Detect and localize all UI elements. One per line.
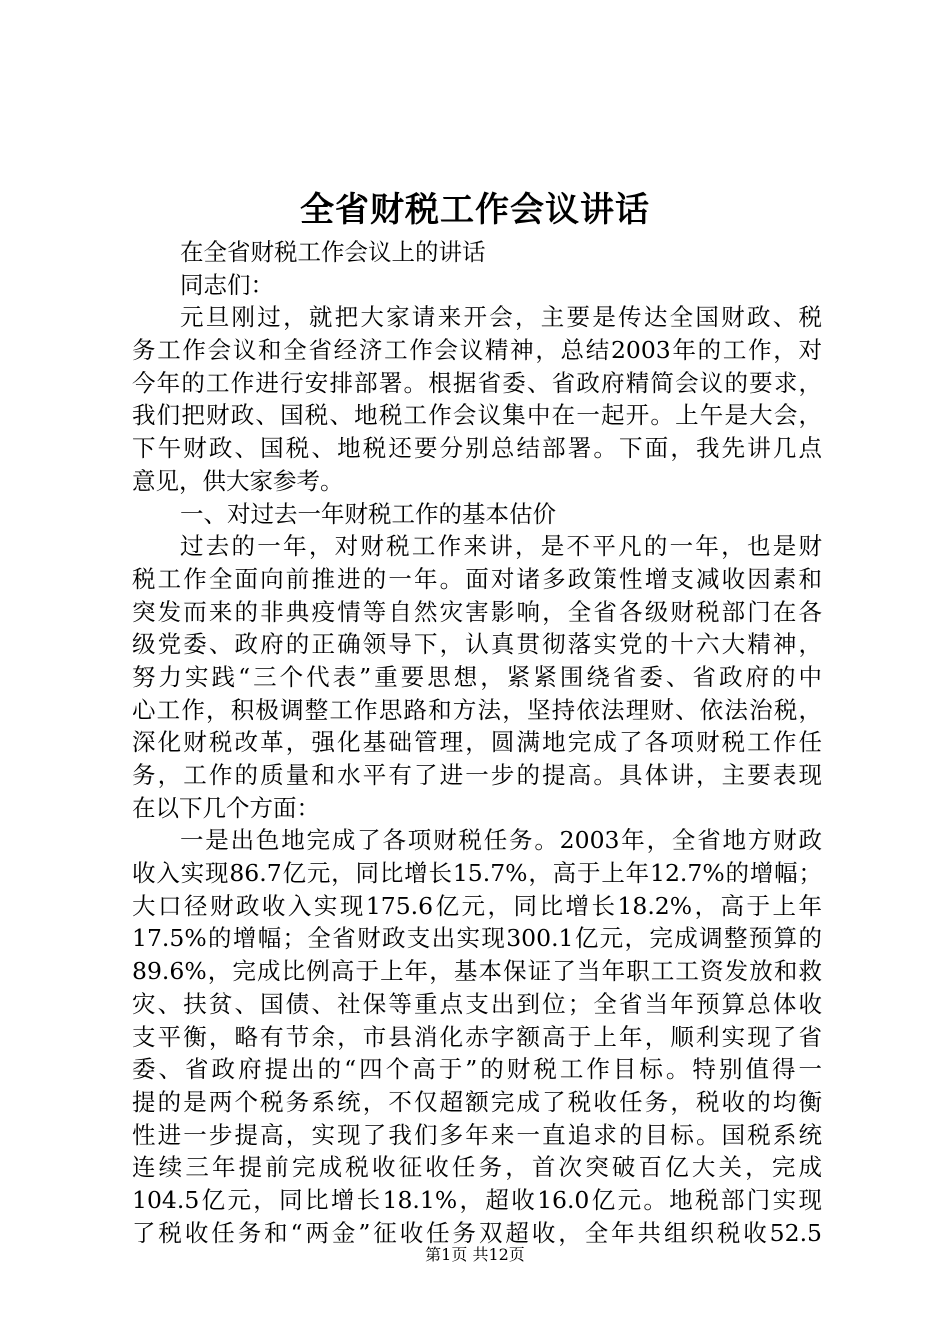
text-line: 一、对过去一年财税工作的基本估价 bbox=[180, 499, 556, 528]
text-line: 税工作全面向前推进的一年。面对诸多政策性增支减收因素和 bbox=[132, 564, 822, 593]
text-line: 了税收任务和“两金”征收任务双超收，全年共组织税收52.5 bbox=[132, 1218, 822, 1247]
text-line: 过去的一年，对财税工作来讲，是不平凡的一年，也是财 bbox=[180, 532, 822, 561]
text-line: 性进一步提高，实现了我们多年来一直追求的目标。国税系统 bbox=[132, 1120, 822, 1149]
text-line: 心工作，积极调整工作思路和方法，坚持依法理财、依法治税， bbox=[132, 695, 822, 724]
text-line: 下午财政、国税、地税还要分别总结部署。下面，我先讲几点 bbox=[132, 434, 822, 463]
text-line: 级党委、政府的正确领导下，认真贯彻落实党的十六大精神， bbox=[132, 630, 822, 659]
text-line: 收入实现86.7亿元，同比增长15.7%，高于上年12.7%的增幅； bbox=[132, 859, 822, 888]
text-line: 89.6%，完成比例高于上年，基本保证了当年职工工资发放和救 bbox=[132, 957, 822, 986]
text-line: 我们把财政、国税、地税工作会议集中在一起开。上午是大会， bbox=[132, 401, 822, 430]
text-line: 同志们： bbox=[180, 270, 274, 299]
text-line: 深化财税改革，强化基础管理，圆满地完成了各项财税工作任 bbox=[132, 728, 822, 757]
text-line: 努力实践“三个代表”重要思想，紧紧围绕省委、省政府的中 bbox=[132, 662, 822, 691]
text-line: 17.5%的增幅；全省财政支出实现300.1亿元，完成调整预算的 bbox=[132, 924, 822, 953]
text-line: 一是出色地完成了各项财税任务。2003年，全省地方财政 bbox=[180, 826, 822, 855]
text-line: 突发而来的非典疫情等自然灾害影响，全省各级财税部门在各 bbox=[132, 597, 822, 626]
text-line: 在全省财税工作会议上的讲话 bbox=[180, 238, 486, 266]
text-line: 支平衡，略有节余，市县消化赤字额高于上年，顺利实现了省 bbox=[132, 1022, 822, 1051]
text-line: 务工作会议和全省经济工作会议精神，总结2003年的工作，对 bbox=[132, 336, 822, 365]
text-line: 提的是两个税务系统，不仅超额完成了税收任务，税收的均衡 bbox=[132, 1087, 822, 1116]
text-line: 连续三年提前完成税收征收任务，首次突破百亿大关，完成 bbox=[132, 1153, 822, 1182]
text-line: 务，工作的质量和水平有了进一步的提高。具体讲，主要表现 bbox=[132, 761, 822, 789]
text-line: 今年的工作进行安排部署。根据省委、省政府精简会议的要求， bbox=[132, 368, 822, 397]
text-line: 元旦刚过，就把大家请来开会，主要是传达全国财政、税 bbox=[180, 303, 822, 332]
text-line: 意见，供大家参考。 bbox=[132, 466, 344, 495]
document-title: 全省财税工作会议讲话 bbox=[300, 190, 650, 230]
page-footer: 第1页 共12页 bbox=[425, 1245, 525, 1264]
text-line: 大口径财政收入实现175.6亿元，同比增长18.2%，高于上年 bbox=[132, 891, 822, 920]
text-line: 在以下几个方面： bbox=[132, 793, 320, 822]
text-line: 委、省政府提出的“四个高于”的财税工作目标。特别值得一 bbox=[132, 1055, 822, 1084]
document-body bbox=[132, 236, 822, 1249]
text-line: 灾、扶贫、国债、社保等重点支出到位；全省当年预算总体收 bbox=[132, 989, 822, 1018]
text-line: 104.5亿元，同比增长18.1%，超收16.0亿元。地税部门实现 bbox=[132, 1185, 822, 1214]
